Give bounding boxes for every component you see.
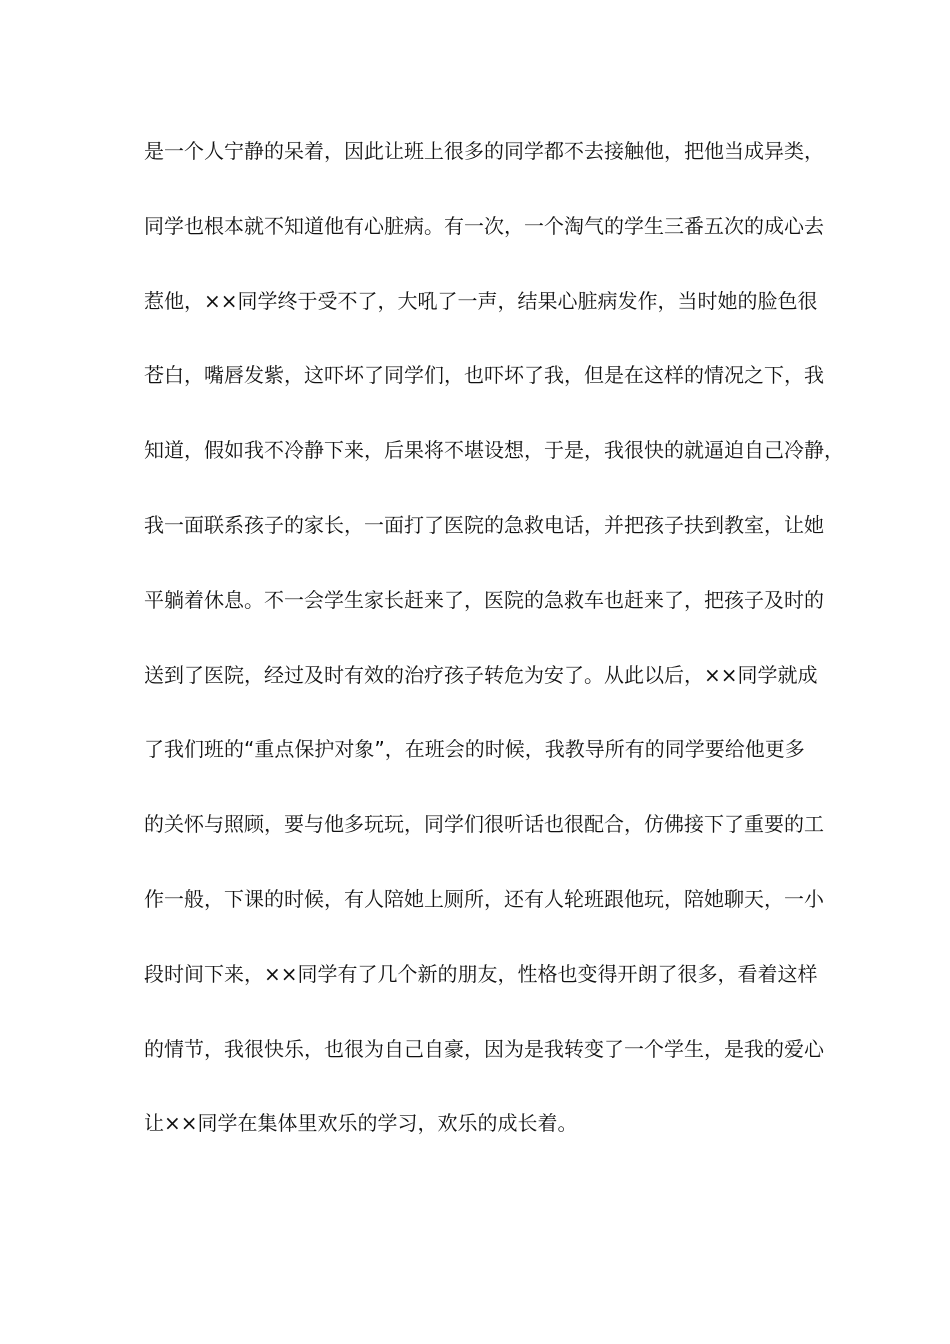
text-line-10: 的关怀与照顾，要与他多玩玩，同学们很听话也很配合，仿佛接下了重要的工 xyxy=(144,812,824,837)
text-line-6: 我一面联系孩子的家长，一面打了医院的急救电话，并把孩子扶到教室，让她 xyxy=(144,512,824,537)
text-line-3: 惹他，××同学终于受不了，大吼了一声，结果心脏病发作，当时她的脸色很 xyxy=(144,288,818,313)
text-line-13: 的情节，我很快乐，也很为自己自豪，因为是我转变了一个学生，是我的爱心 xyxy=(144,1036,824,1061)
text-line-11: 作一般，下课的时候，有人陪她上厕所，还有人轮班跟他玩，陪她聊天，一小 xyxy=(144,886,824,911)
text-line-7: 平躺着休息。不一会学生家长赶来了，医院的急救车也赶来了，把孩子及时的 xyxy=(144,587,824,612)
text-line-1: 是一个人宁静的呆着，因此让班上很多的同学都不去接触他，把他当成异类， xyxy=(144,139,824,163)
body-text xyxy=(144,131,844,1178)
text-line-8: 送到了医院，经过及时有效的治疗孩子转危为安了。从此以后，××同学就成 xyxy=(144,662,818,687)
text-line-5: 知道，假如我不冷静下来，后果将不堪设想，于是，我很快的就逼迫自己冷静， xyxy=(144,438,844,463)
text-line-4: 苍白，嘴唇发紫，这吓坏了同学们，也吓坏了我，但是在这样的情况之下，我 xyxy=(144,363,824,388)
text-line-12: 段时间下来，××同学有了几个新的朋友，性格也变得开朗了很多，看着这样 xyxy=(144,961,818,986)
text-line-14: 让××同学在集体里欢乐的学习，欢乐的成长着。 xyxy=(144,1111,578,1136)
text-line-2: 同学也根本就不知道他有心脏病。有一次，一个淘气的学生三番五次的成心去 xyxy=(144,213,824,238)
text-line-9: 了我们班的“重点保护对象”，在班会的时候，我教导所有的同学要给他更多 xyxy=(144,737,805,762)
